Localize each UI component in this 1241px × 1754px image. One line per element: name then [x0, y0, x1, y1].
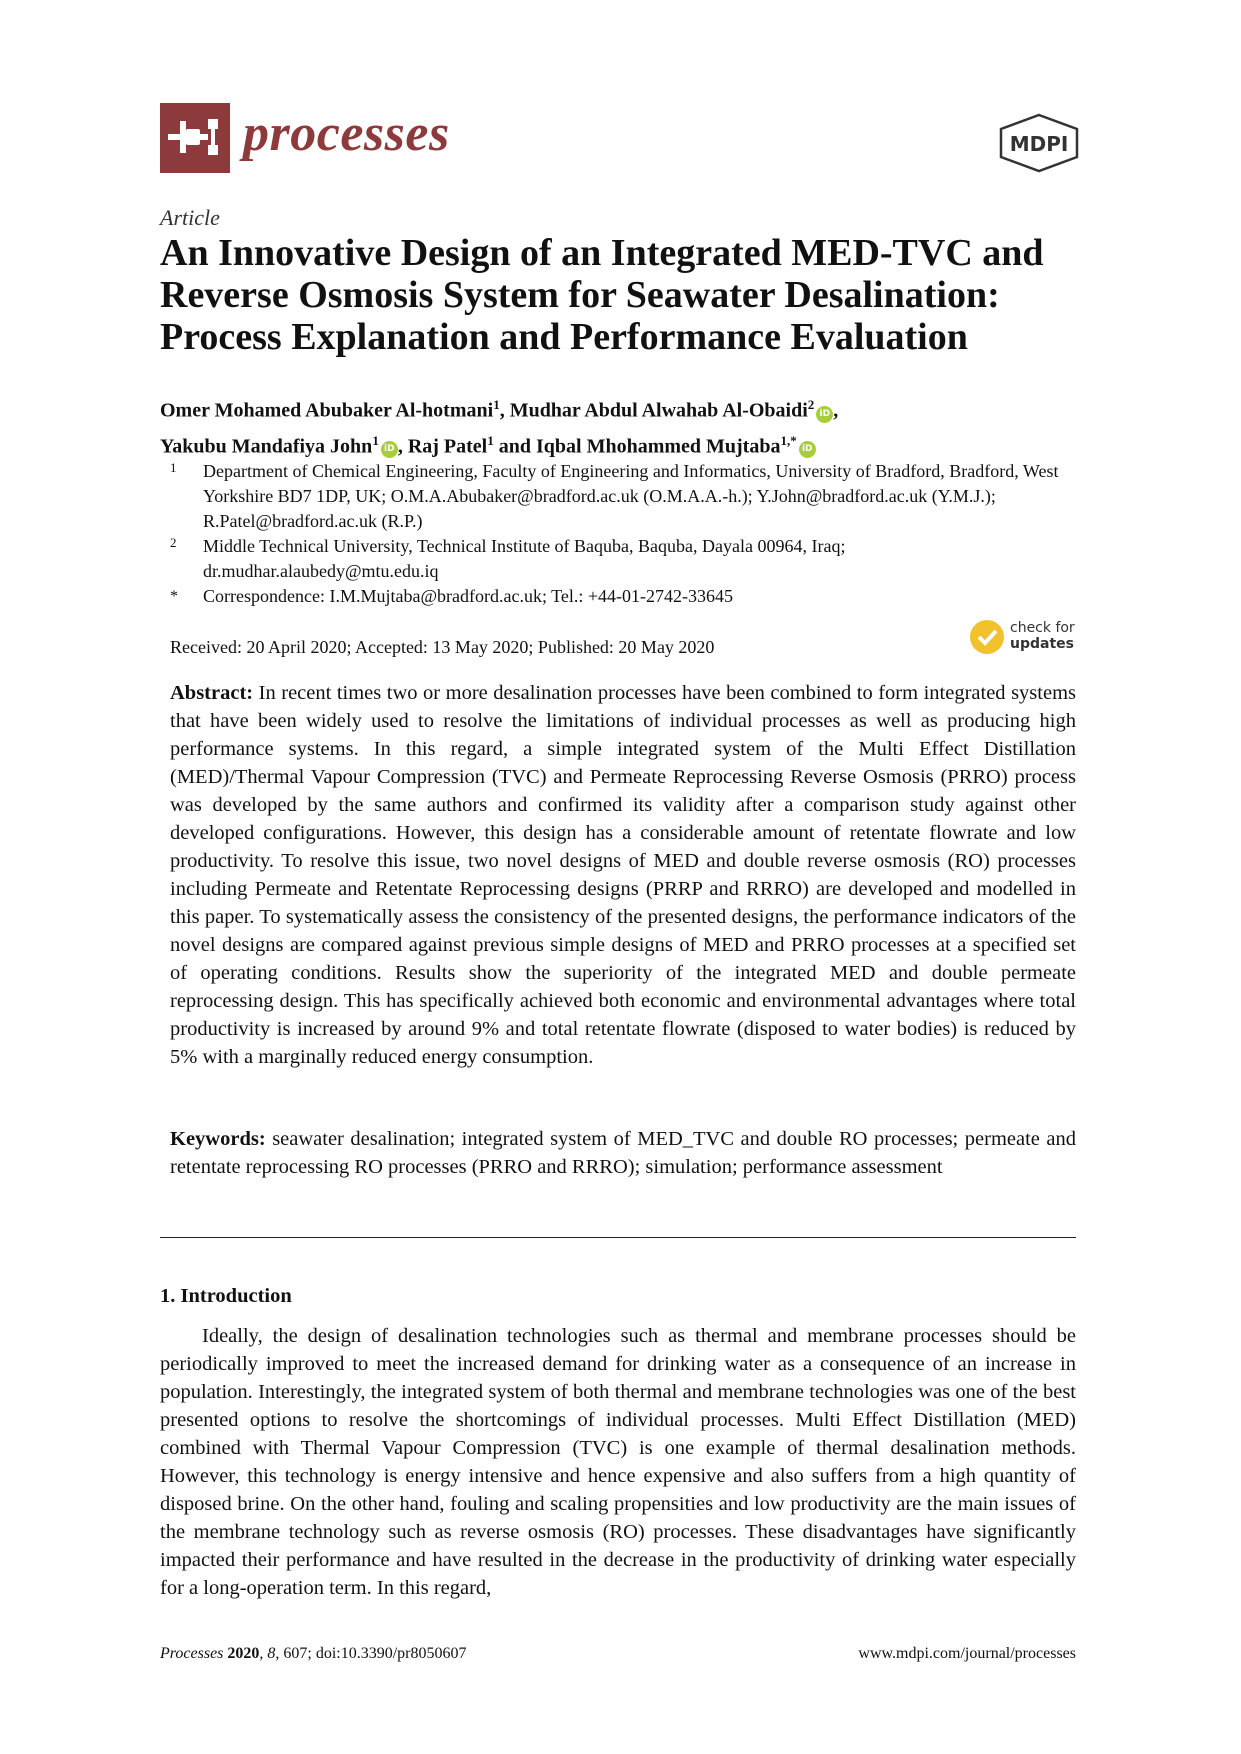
check-updates-line2: updates [1010, 636, 1074, 652]
author-affiliation-marker: 1 [372, 432, 379, 448]
footer-journal: Processes [160, 1645, 224, 1662]
correspondence [170, 584, 1080, 609]
abstract-label: Abstract: [170, 682, 254, 704]
affiliation-text: Correspondence: I.M.Mujtaba@bradford.ac.uk; Tel.: +44-01-2742-33645 [203, 586, 734, 606]
publication-dates: Received: 20 April 2020; Accepted: 13 May 2020; Published: 20 May 2020 [170, 637, 715, 657]
author-separator: , [397, 435, 408, 458]
author-separator: , [499, 399, 510, 422]
author-name: Iqbal Mhohammed Mujtaba [535, 435, 781, 458]
check-updates-line1: check for [1010, 620, 1075, 636]
orcid-icon[interactable]: iD [799, 441, 816, 458]
abstract [170, 679, 1076, 1071]
orcid-icon[interactable]: iD [381, 441, 398, 458]
footer-volume: 8 [267, 1645, 276, 1662]
author-name: Raj Patel [407, 435, 488, 458]
author-affiliation-marker: 1,* [780, 432, 797, 448]
section-heading: 1. Introduction [160, 1285, 292, 1307]
affiliation-1 [170, 459, 1080, 534]
footer-doi: , 607; doi:10.3390/pr8050607 [275, 1645, 467, 1662]
author-affiliation-marker: 1 [487, 432, 494, 448]
keywords-text: seawater desalination; integrated system of MED_TVC and double RO processes; permeate and retentate reprocessing RO processes (PRRO and RRRO); simulation; performance assessment [170, 1128, 1077, 1178]
mdpi-logo-icon [997, 113, 1081, 173]
journal-name: processes [243, 105, 450, 162]
check-for-updates-label [1010, 620, 1075, 652]
affiliation-2 [170, 534, 1080, 584]
keywords [170, 1125, 1076, 1181]
affiliation-text: Middle Technical University, Technical Institute of Baquba, Baquba, Dayala 00964, Iraq; dr.mudhar.alaubedy@mtu.edu.iq [203, 536, 846, 581]
affiliation-marker: 1 [170, 460, 177, 475]
author-affiliation-marker: 2 [807, 397, 815, 412]
author-name: Mudhar Abdul Alwahab Al-Obaidi [509, 399, 808, 422]
footer-year: 2020 [227, 1645, 260, 1662]
author-name: Omer Mohamed Abubaker Al-hotmani [160, 399, 494, 422]
author-separator: , [833, 399, 839, 422]
affiliation-text: Department of Chemical Engineering, Faculty of Engineering and Informatics, University of Bradford, Bradford, West Yorkshire BD7 1DP, UK; O.M.A.Abubaker@bradford.ac.uk (O.M.A.A.-h.); Y.John@bradford.ac.uk (Y.M.J.); R.Patel@bradford.ac.uk (R.P.) [203, 461, 1059, 531]
author-separator: and [493, 435, 536, 458]
author-list [160, 390, 1100, 461]
article-title: An Innovative Design of an Integrated MED-TVC and Reverse Osmosis System for Seawater Desalination: Process Explanation and Performance Evaluation [160, 232, 1044, 358]
author-name: Yakubu Mandafiya John [160, 435, 373, 458]
section-divider [160, 1237, 1076, 1238]
abstract-text: In recent times two or more desalination processes have been combined to form integrated systems that have been widely used to resolve the limitations of individual processes as well as producing high performance systems. In this regard, a simple integrated system of the Multi Effect Distillation (MED)/Thermal Vapour Compression (TVC) and Permeate Reprocessing Reverse Osmosis (PRRO) process was developed by the same authors and confirmed its validity after a comparison study against other developed configurations. However, this design has a considerable amount of retentate flowrate and low productivity. To resolve this issue, two novel designs of MED and double reverse osmosis (RO) processes including Permeate and Retentate Reprocessing designs (PRRP and RRRO) are developed and modelled in this paper. To systematically assess the consistency of the presented designs, the performance indicators of the novel designs are compared against previous simple designs of MED and PRRO processes at a specified set of operating conditions. Results show the superiority of the integrated MED and double permeate reprocessing design. This has specifically achieved both economic and environmental advantages where total productivity is increased by around 9% and total retentate flowrate (disposed to water bodies) is reduced by 5% with a marginally reduced energy consumption. [170, 682, 1076, 1068]
affiliation-marker: 2 [170, 535, 177, 550]
article-type: Article [160, 205, 220, 230]
journal-url[interactable]: www.mdpi.com/journal/processes [858, 1645, 1076, 1662]
keywords-label: Keywords: [170, 1128, 266, 1150]
orcid-icon[interactable]: iD [816, 406, 833, 423]
mdpi-logo-text: MDPI [1009, 132, 1069, 156]
affiliation-marker: * [170, 588, 178, 605]
processes-logo-icon [160, 103, 230, 173]
author-affiliation-marker: 1 [493, 397, 500, 412]
check-for-updates-icon [970, 620, 1004, 654]
intro-paragraph: Ideally, the design of desalination technologies such as thermal and membrane processes should be periodically improved to meet the increased demand for drinking water as a consequence of an increase in population. Interestingly, the integrated system of both thermal and membrane technologies was one of the best presented options to resolve the shortcomings of individual processes. Multi Effect Distillation (MED) combined with Thermal Vapour Compression (TVC) is one example of thermal desalination methods. However, this technology is energy intensive and hence expensive and also suffers from a high quantity of disposed brine. On the other hand, fouling and scaling propensities and low productivity are the main issues of the membrane technology such as reverse osmosis (RO) processes. These disadvantages have significantly impacted their performance and have resulted in the decrease in the productivity of drinking water especially for a long-operation term. In this regard, [160, 1325, 1076, 1599]
citation-footer: Processes 2020, 8, 607; doi:10.3390/pr8050607 [160, 1645, 467, 1662]
check-for-updates-button[interactable] [970, 618, 1082, 656]
